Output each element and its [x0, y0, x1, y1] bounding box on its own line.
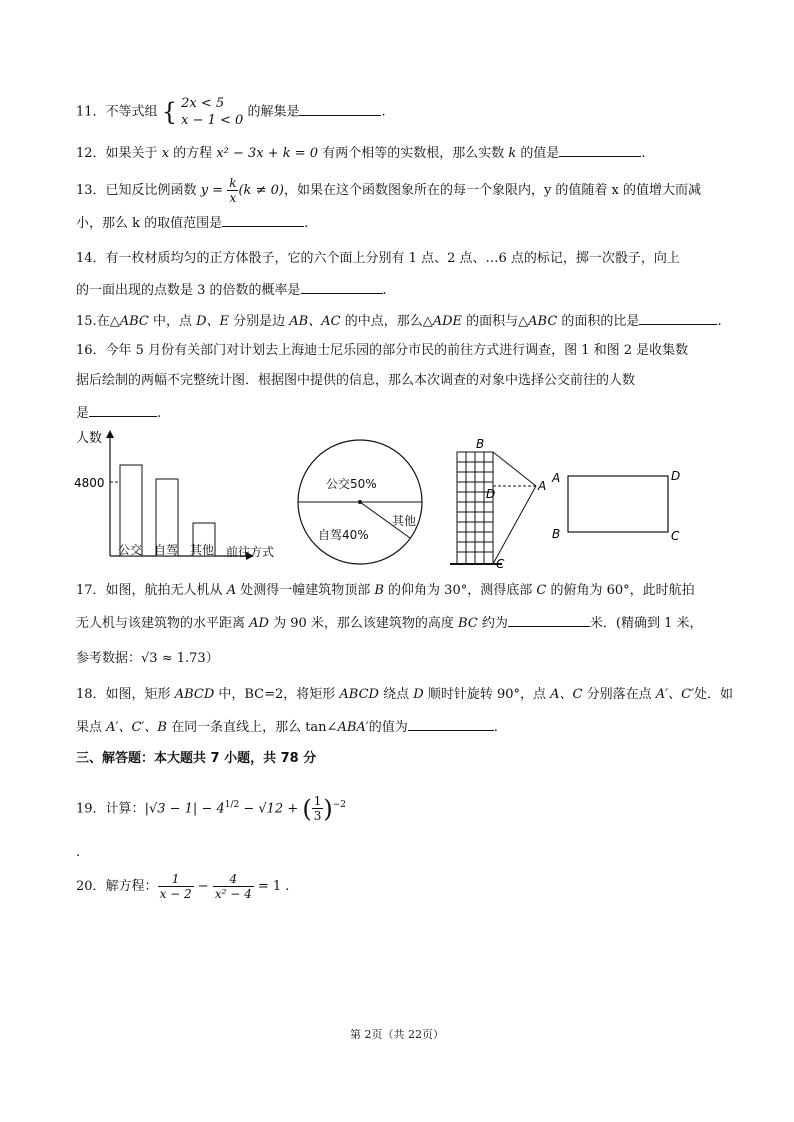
fraction-k-over-x: $\frac{k}{x}$: [229, 176, 237, 205]
line-AC: [493, 486, 536, 564]
pie-label-gongjiao: 公交50%: [326, 477, 377, 491]
label-C: C: [496, 557, 505, 571]
y-tick-label: 4800: [74, 476, 105, 490]
pie-label-zijia: 自驾40%: [318, 528, 369, 542]
rectangle-ABCD: [568, 476, 668, 532]
brace: {: [161, 98, 177, 126]
section-heading: 三、解答题：本大题共 7 小题，共 78 分: [76, 751, 317, 766]
question-18: 18．如图，矩形 ABCD 中，BC=2，将矩形 ABCD 绕点 D 顺时针旋转 90°，点 A、C 分别落在点 A′、C′处．如: [76, 687, 734, 702]
label-A: A: [538, 479, 547, 493]
answer-blank[interactable]: [639, 310, 717, 325]
question-14-line2: 的一面出现的点数是 3 的倍数的概率是 .: [76, 279, 726, 302]
x-axis-label: 前往方式: [226, 545, 275, 559]
answer-blank[interactable]: [559, 142, 641, 157]
answer-blank[interactable]: [301, 279, 383, 294]
y-axis-label: 人数: [76, 431, 103, 446]
label-B: B: [552, 527, 561, 541]
label-D: D: [671, 469, 681, 483]
answer-blank[interactable]: [508, 612, 590, 627]
building-grid: [457, 452, 496, 564]
question-19-dot: .: [76, 845, 81, 860]
y-axis-arrow: [106, 430, 114, 438]
pie-center: [358, 500, 362, 504]
question-18-line2: 果点 A′、C′、B 在同一条直线上，那么 tan∠ABA′的值为 .: [76, 716, 726, 739]
question-17: 17．如图，航拍无人机从 A 处测得一幢建筑物顶部 B 的仰角为 30°，测得底部 C 的俯角为 60°，此时航拍: [76, 583, 695, 598]
label-A: A: [552, 471, 561, 485]
x-tick-label-zijia: 自驾: [154, 543, 179, 557]
label-C: C: [671, 529, 680, 543]
answer-blank[interactable]: [408, 716, 494, 731]
question-20: 20．解方程： $\frac{1}{x - 2}$ − $\frac{4}{\text{x² − 4}}$ = 1 .: [76, 872, 290, 901]
building-figure: [440, 434, 550, 574]
x-tick-label-gongjiao: 公交: [118, 543, 143, 557]
question-11: 11．不等式组 { 2x < 5 x − 1 < 0 的解集是 .: [76, 92, 726, 132]
question-15: 15.在△ABC 中，点 D、E 分别是边 AB、AC 的中点，那么△ADE 的面积与△ABC 的面积的比是 .: [76, 310, 726, 333]
line-AB: [493, 452, 536, 486]
answer-blank[interactable]: [89, 402, 157, 417]
question-13-line2: 小，那么 k 的取值范围是 .: [76, 212, 726, 235]
question-17-line2: 无人机与该建筑物的水平距离 AD 为 90 米，那么该建筑物的高度 BC 约为 米．(精确到 1 米，: [76, 612, 726, 635]
label-D: D: [486, 487, 496, 501]
question-16-line2: 据后绘制的两幅不完整统计图．根据图中提供的信息，那么本次调查的对象中选择公交前往的人数: [76, 373, 636, 388]
answer-blank[interactable]: [222, 212, 304, 227]
rectangle-figure: [548, 462, 688, 546]
pie-label-qita: 其他: [392, 514, 417, 528]
x-tick-label-qita: 其他: [190, 543, 215, 557]
question-12: 12．如果关于 x 的方程 x² − 3x + k = 0 有两个相等的实数根，那么实数 k 的值是 .: [76, 142, 726, 165]
question-17-line3: 参考数据：√3 ≈ 1.73）: [76, 651, 219, 666]
inequality-system: 2x < 5 x − 1 < 0: [181, 96, 244, 128]
question-16-line3: 是 .: [76, 402, 726, 425]
question-14: 14．有一枚材质均匀的正方体骰子，它的六个面上分别有 1 点、2 点、…6 点的标记，掷一次骰子，向上: [76, 251, 680, 266]
answer-blank[interactable]: [299, 101, 381, 116]
label-B: B: [476, 437, 485, 451]
question-19: 19．计算：$|√3 - 1| - 4^{1/2} - √12$ + ( $\frac{1}{3}$ )$^{-2}$: [76, 794, 347, 824]
question-13: 13．已知反比例函数 y = $\frac{k}{x}$ (k ≠ 0)，如果在这个函数图象所在的每一个象限内，y 的值随着 x 的值增大而减: [76, 176, 702, 205]
question-16: 16．今年 5 月份有关部门对计划去上海迪士尼乐园的部分市民的前往方式进行调查，图 1 和图 2 是收集数: [76, 343, 689, 358]
pie-chart: [296, 438, 426, 568]
page-footer: 第 2页（共 22页）: [350, 1028, 444, 1041]
